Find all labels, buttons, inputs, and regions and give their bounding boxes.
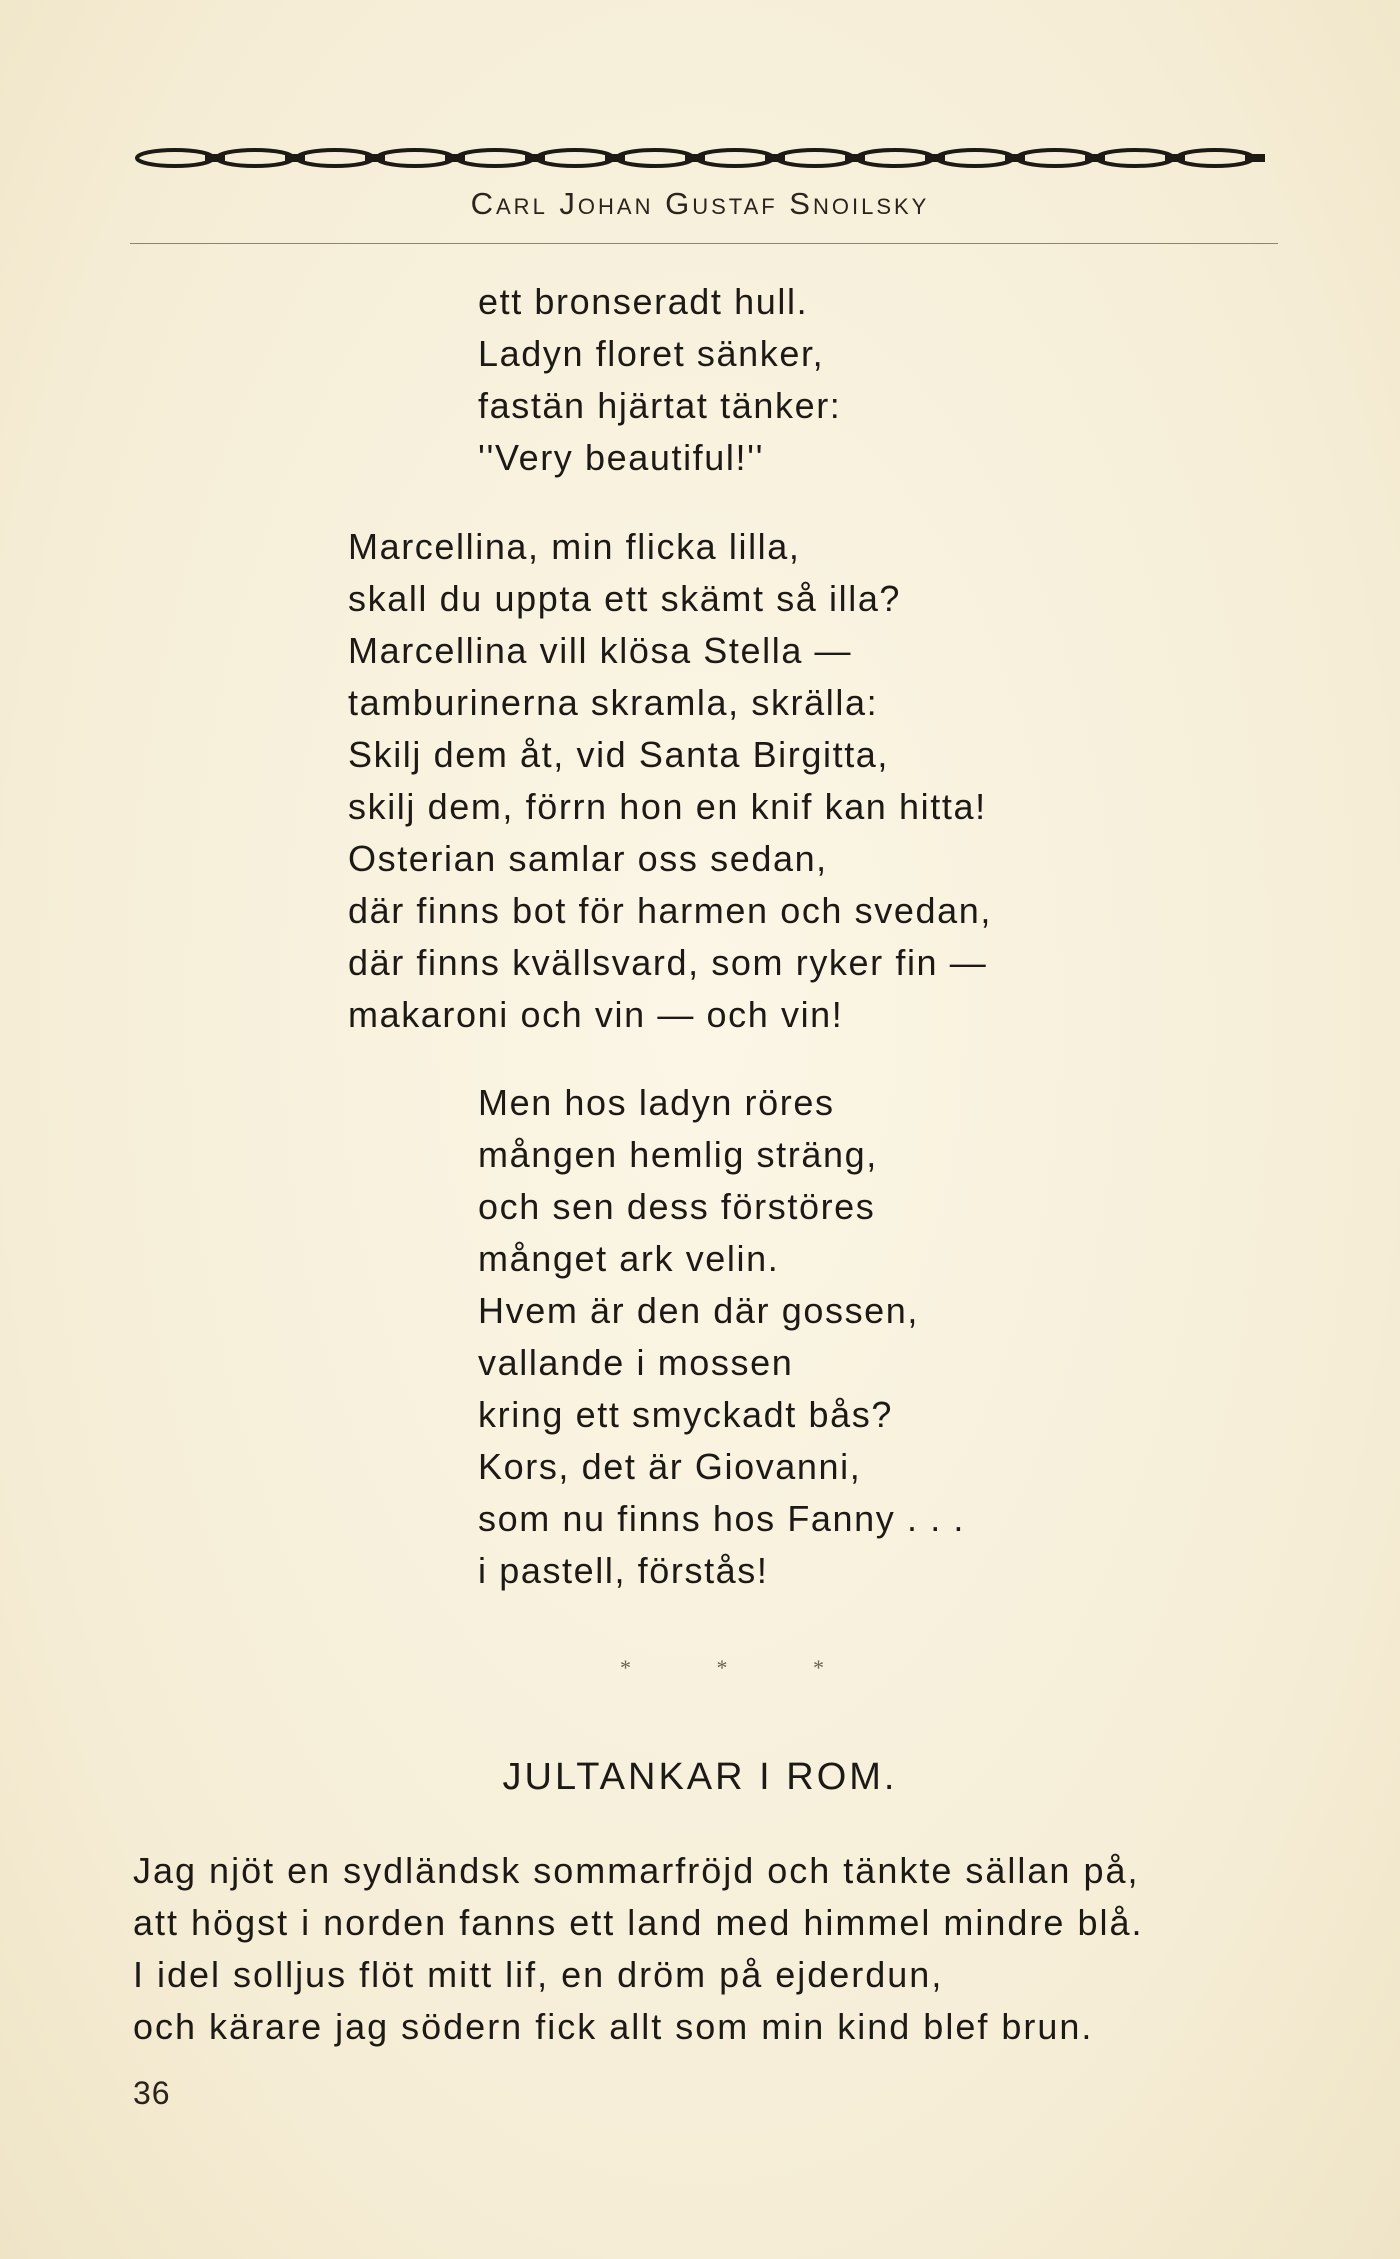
verse-line: fastän hjärtat tänker: — [478, 385, 842, 426]
verse-line: där finns bot för harmen och svedan, — [348, 890, 992, 931]
poem-opening — [133, 1845, 1144, 2053]
verse-line: Ladyn floret sänker, — [478, 333, 825, 374]
verse-line: där finns kvällsvard, som ryker fin — — [348, 942, 988, 983]
section-separator: * * * — [620, 1655, 864, 1680]
verse-line: mången hemlig sträng, — [478, 1134, 878, 1175]
verse-line: som nu finns hos Fanny . . . — [478, 1498, 966, 1539]
verse-line: Osterian samlar oss sedan, — [348, 838, 828, 879]
verse-line: Kors, det är Giovanni, — [478, 1446, 862, 1487]
verse-line: tamburinerna skramla, skrälla: — [348, 682, 879, 723]
verse-line: kring ett smyckadt bås? — [478, 1394, 893, 1435]
verse-line: ett bronseradt hull. — [478, 281, 809, 322]
header-rule — [130, 243, 1278, 244]
stanza-2 — [348, 521, 992, 1041]
verse-line: ''Very beautiful!'' — [478, 437, 765, 478]
verse-line: skilj dem, förrn hon en knif kan hitta! — [348, 786, 987, 827]
chain-ornament — [130, 143, 1275, 173]
prose-line: Jag njöt en sydländsk sommarfröjd och tänkte sällan på, — [133, 1850, 1140, 1891]
prose-line: och kärare jag södern fick allt som min kind blef brun. — [133, 2006, 1094, 2047]
verse-line: makaroni och vin — och vin! — [348, 994, 844, 1035]
verse-line: vallande i mossen — [478, 1342, 794, 1383]
running-head: Carl Johan Gustaf Snoilsky — [470, 186, 930, 221]
verse-line: Marcellina, min flicka lilla, — [348, 526, 801, 567]
verse-line: Skilj dem åt, vid Santa Birgitta, — [348, 734, 890, 775]
prose-line: I idel solljus flöt mitt lif, en dröm på ejderdun, — [133, 1954, 944, 1995]
verse-line: och sen dess förstöres — [478, 1186, 876, 1227]
verse-line: månget ark velin. — [478, 1238, 780, 1279]
verse-line: i pastell, förstås! — [478, 1550, 769, 1591]
stanza-1 — [478, 276, 841, 484]
prose-line: att högst i norden fanns ett land med himmel mindre blå. — [133, 1902, 1144, 1943]
page-number: 36 — [133, 2075, 171, 2111]
verse-line: skall du uppta ett skämt så illa? — [348, 578, 902, 619]
verse-line: Men hos ladyn röres — [478, 1082, 835, 1123]
stanza-3 — [478, 1077, 965, 1597]
verse-line: Marcellina vill klösa Stella — — [348, 630, 853, 671]
verse-line: Hvem är den där gossen, — [478, 1290, 920, 1331]
section-title: JULTANKAR I ROM. — [502, 1756, 898, 1798]
